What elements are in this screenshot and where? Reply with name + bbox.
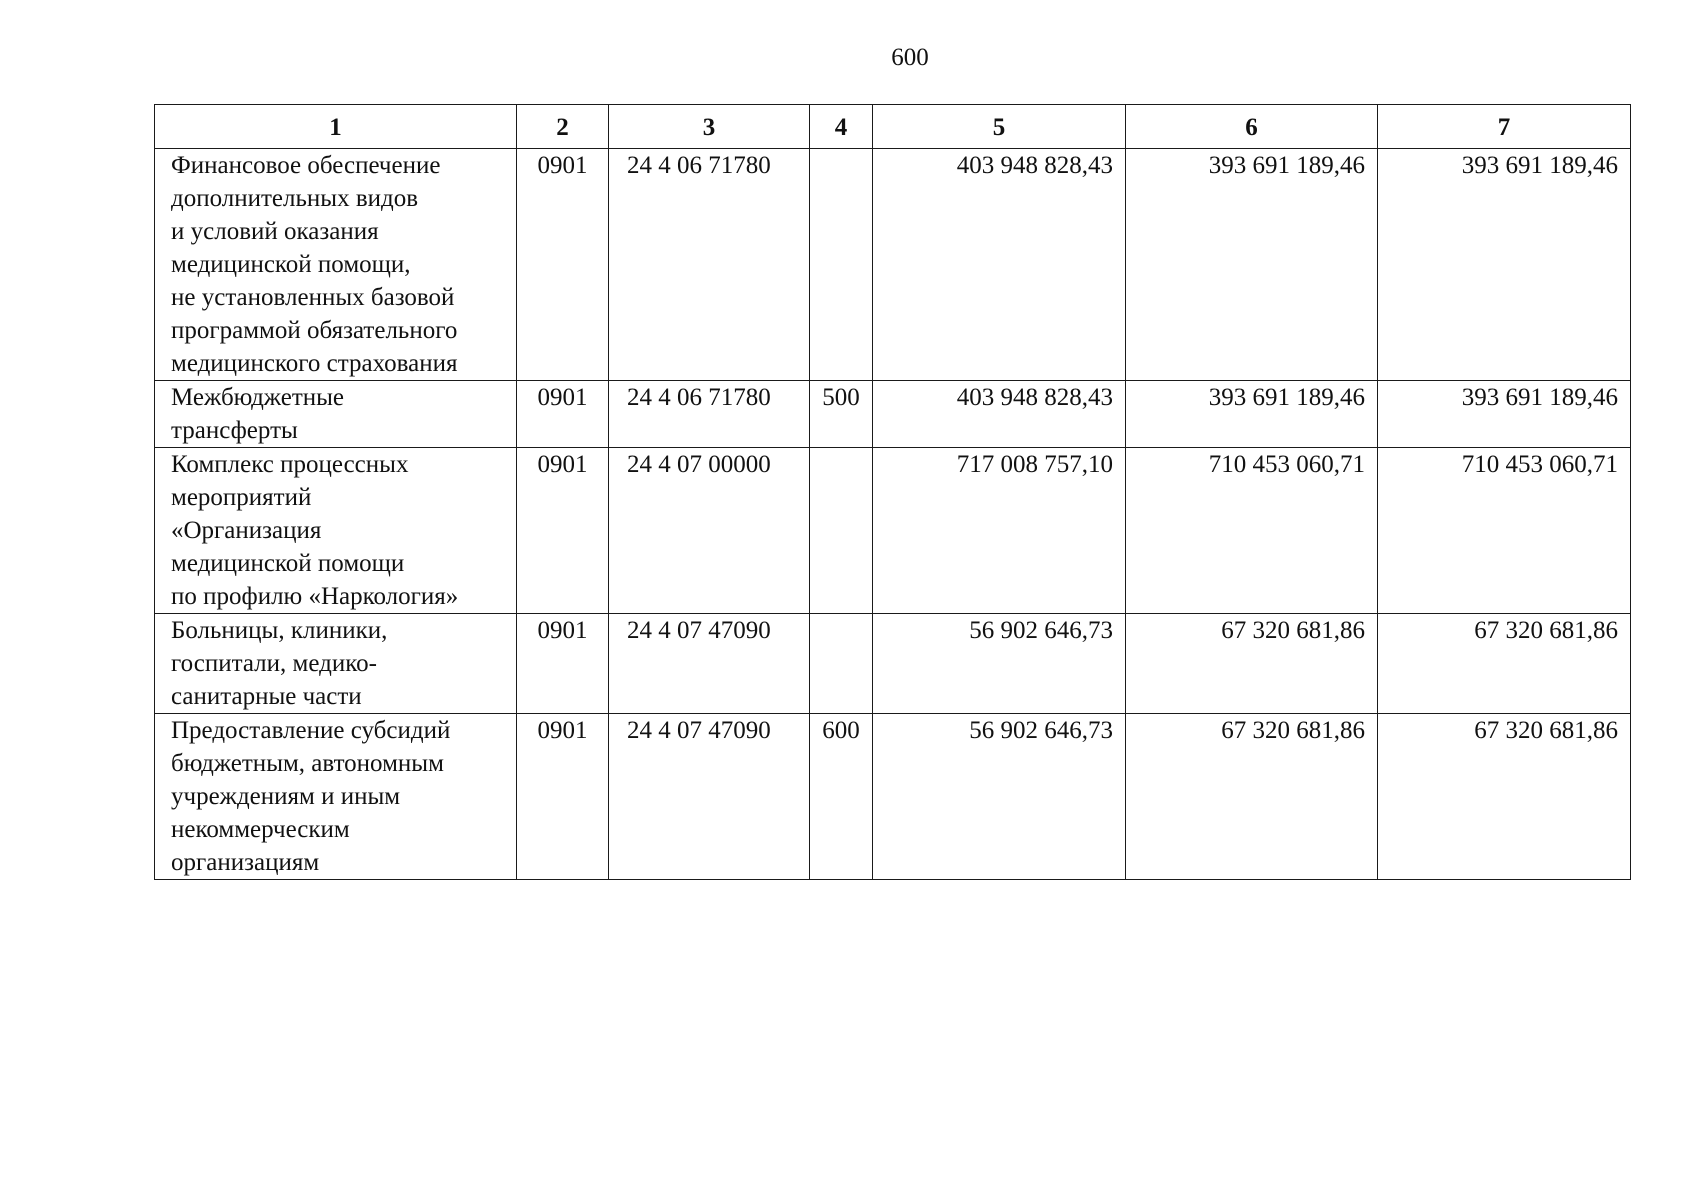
- expense-type-cell: [810, 614, 873, 714]
- target-code-cell: 24 4 07 00000: [609, 448, 810, 614]
- column-header-2: 2: [517, 105, 609, 149]
- table-row: [155, 614, 1631, 714]
- table-row: [155, 714, 1631, 880]
- expense-type-cell: 500: [810, 381, 873, 448]
- amount-col5-cell: 56 902 646,73: [873, 614, 1126, 714]
- amount-col5-cell: 56 902 646,73: [873, 714, 1126, 880]
- expense-type-cell: [810, 448, 873, 614]
- target-code-cell: 24 4 07 47090: [609, 714, 810, 880]
- row-name-cell: Финансовое обеспечение дополнительных видов и условий оказания медицинской помощи, не установленных базовой программой обязательного медицинского страхования: [155, 149, 517, 381]
- header-row: [155, 105, 1631, 149]
- target-code-cell: 24 4 06 71780: [609, 149, 810, 381]
- amount-col5-cell: 403 948 828,43: [873, 149, 1126, 381]
- amount-col6-cell: 67 320 681,86: [1126, 714, 1378, 880]
- section-cell: 0901: [517, 714, 609, 880]
- amount-col6-cell: 393 691 189,46: [1126, 149, 1378, 381]
- row-name-cell: Больницы, клиники, госпитали, медико- санитарные части: [155, 614, 517, 714]
- amount-col5-cell: 717 008 757,10: [873, 448, 1126, 614]
- amount-col7-cell: 67 320 681,86: [1378, 714, 1631, 880]
- table-row: [155, 149, 1631, 381]
- column-header-1: 1: [155, 105, 517, 149]
- row-name-cell: Предоставление субсидий бюджетным, автономным учреждениям и иным некоммерческим организациям: [155, 714, 517, 880]
- amount-col6-cell: 67 320 681,86: [1126, 614, 1378, 714]
- table-row: [155, 448, 1631, 614]
- amount-col5-cell: 403 948 828,43: [873, 381, 1126, 448]
- amount-col7-cell: 393 691 189,46: [1378, 149, 1631, 381]
- column-header-3: 3: [609, 105, 810, 149]
- amount-col7-cell: 67 320 681,86: [1378, 614, 1631, 714]
- budget-table: [154, 104, 1631, 880]
- column-header-5: 5: [873, 105, 1126, 149]
- target-code-cell: 24 4 07 47090: [609, 614, 810, 714]
- section-cell: 0901: [517, 448, 609, 614]
- expense-type-cell: [810, 149, 873, 381]
- amount-col7-cell: 710 453 060,71: [1378, 448, 1631, 614]
- amount-col6-cell: 393 691 189,46: [1126, 381, 1378, 448]
- column-header-6: 6: [1126, 105, 1378, 149]
- row-name-cell: Комплекс процессных мероприятий «Организация медицинской помощи по профилю «Наркология»: [155, 448, 517, 614]
- amount-col7-cell: 393 691 189,46: [1378, 381, 1631, 448]
- page-number: 600: [891, 44, 929, 71]
- expense-type-cell: 600: [810, 714, 873, 880]
- section-cell: 0901: [517, 381, 609, 448]
- section-cell: 0901: [517, 149, 609, 381]
- column-header-7: 7: [1378, 105, 1631, 149]
- column-header-4: 4: [810, 105, 873, 149]
- amount-col6-cell: 710 453 060,71: [1126, 448, 1378, 614]
- table-row: [155, 381, 1631, 448]
- row-name-cell: Межбюджетные трансферты: [155, 381, 517, 448]
- section-cell: 0901: [517, 614, 609, 714]
- target-code-cell: 24 4 06 71780: [609, 381, 810, 448]
